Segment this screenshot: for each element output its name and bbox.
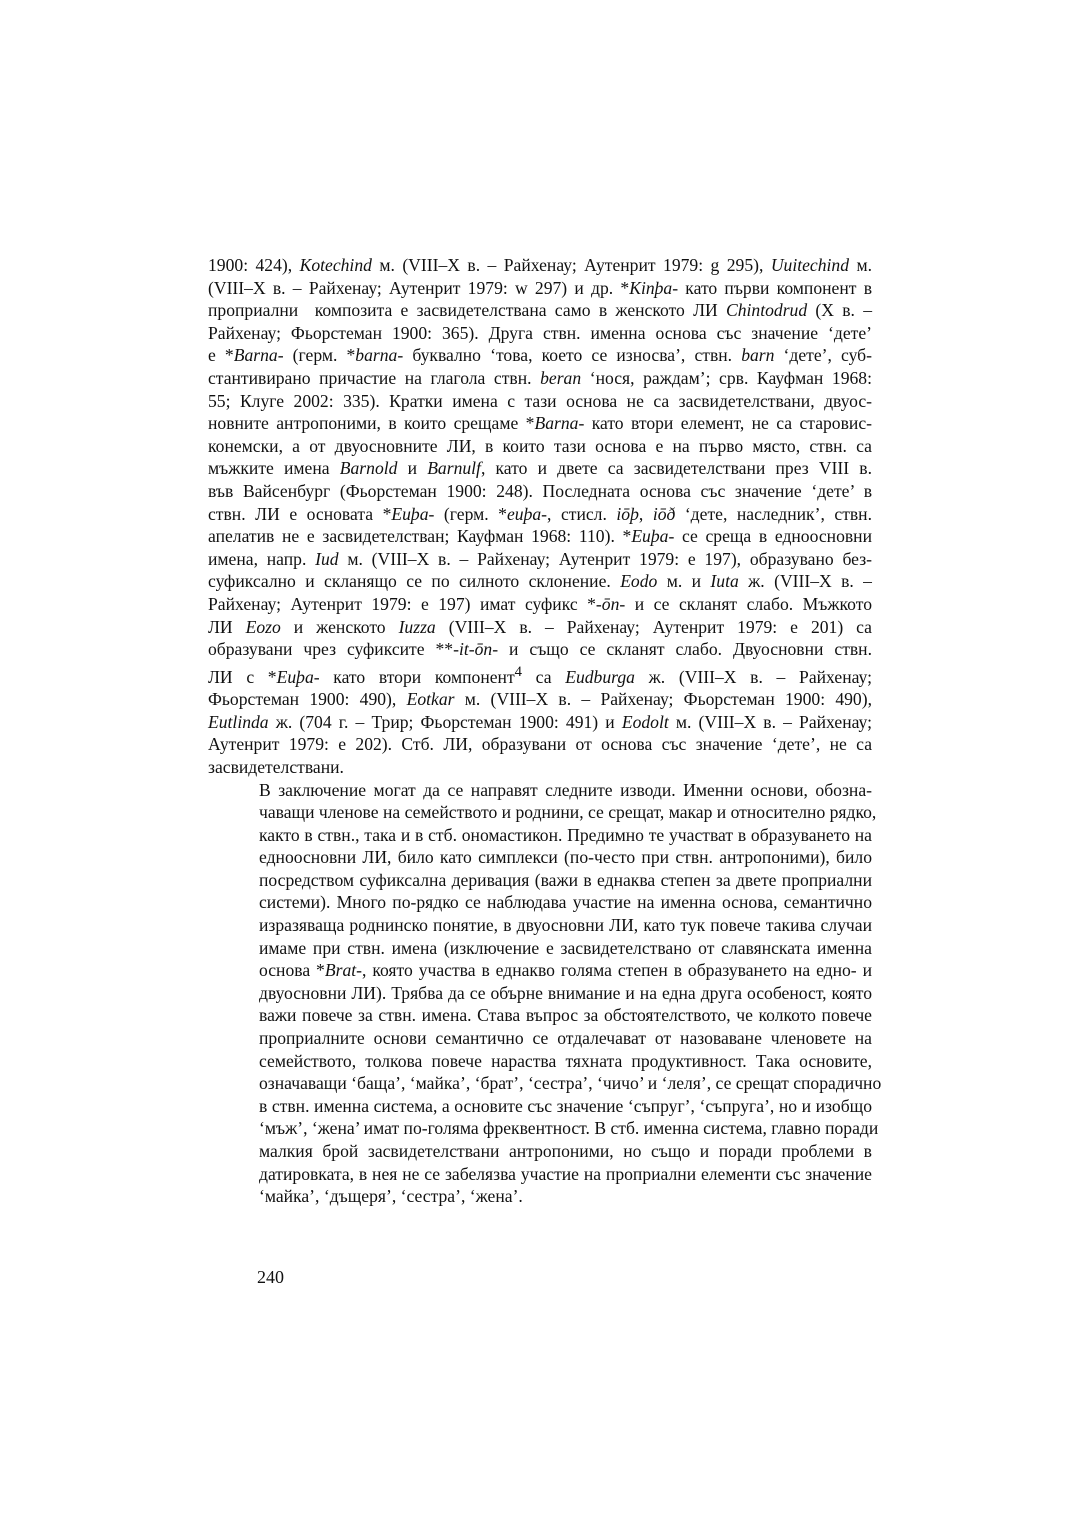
- text-line: датировката, в нея не се забелязва участие на проприални елементи със значение: [259, 1163, 872, 1184]
- text-line: двуосновни ЛИ). Трябва да се обърне внимание и на една друга особеност, която: [259, 982, 872, 1003]
- text-line: Аутенрит 1979: e 202). Стб. ЛИ, образувани от основа със значение ‘дете’, не са: [208, 734, 872, 755]
- text-line: едноосновни ЛИ, било като симплекси (по-често при ствн. антропоними), било: [259, 847, 872, 868]
- text-line: в ствн. именна система, а основите със значение ‘съпруг’, ‘съпруга’, но и изобщо: [259, 1095, 872, 1116]
- body-text: [208, 254, 882, 1208]
- text-line: ствн. ЛИ е основата *Euþa- (герм. *euþa-, стисл. iōþ, iōð ‘дете, наследник’, ствн.: [208, 503, 872, 524]
- text-line: Eutlinda ж. (704 г. – Трир; Фьорстеман 1900: 491) и Eodolt м. (VIII–X в. – Райхенау;: [208, 711, 872, 732]
- text-line: Фьорстеман 1900: 490), Eotkar м. (VIII–X в. – Райхенау; Фьорстеман 1900: 490),: [208, 689, 872, 710]
- text-line: посредством суфиксална деривация (важи в еднаква степен за двете проприални: [259, 869, 872, 890]
- text-line: във Вайсенбург (Фьорстеман 1900: 248). Последната основа със значение ‘дете’ в: [208, 480, 872, 501]
- text-line: както в ствн., така и в стб. ономастикон. Предимно те участват в образуването на: [259, 824, 872, 845]
- text-line: Райхенау; Аутенрит 1979: e 197) имат суфикс *-ōn- и се скланят слабо. Мъжкото: [208, 593, 872, 614]
- text-line: проприални композита е засвидетелствана само в женското ЛИ Chintodrud (X в. –: [208, 300, 872, 321]
- text-line: важи повече за ствн. имена. Става въпрос за обстоятелството, че колкото повече: [259, 1005, 872, 1026]
- text-line: апелатив не е засвидетелстван; Кауфман 1968: 110). *Euþa- се среща в едноосновни: [208, 526, 873, 547]
- text-line: новните антропоними, в които срещаме *Barna- като втори елемент, не са старовис-: [208, 413, 872, 434]
- paragraph: [208, 254, 872, 779]
- text-line: засвидетелствани.: [208, 756, 344, 777]
- text-line: имаме при ствн. имена (изключение е засвидетелствано от славянската именна: [259, 937, 872, 958]
- text-line: образувани чрез суфиксите **-it-ōn- и също се скланят слабо. Двуосновни ствн.: [208, 639, 872, 660]
- text-line: ЛИ Eozo и женското Iuzza (VIII–X в. – Райхенау; Аутенрит 1979: e 201) са: [208, 616, 872, 637]
- text-line: конемски, а от двуосновните ЛИ, в които тази основа е на първо място, ствн. са: [208, 435, 872, 456]
- text-line: проприалните основи семантично се отдалечават от назоваване членовете на: [259, 1028, 872, 1049]
- text-line: означаващи ‘баща’, ‘майка’, ‘брат’, ‘сестра’, ‘чичо’ и ‘леля’, се срещат спорадично: [259, 1073, 882, 1094]
- text-line: 55; Клуге 2002: 335). Кратки имена с тази основа не са засвидетелствани, двуос-: [208, 390, 872, 411]
- text-line: мъжките имена Barnold и Barnulf, като и двете са засвидетелствани през VIII в.: [208, 458, 872, 479]
- text-line: 1900: 424), Kotechind м. (VIII–X в. – Райхенау; Аутенрит 1979: g 295), Uuitechind м.: [208, 255, 872, 275]
- text-line: стантивирано причастие на глагола ствн. beran ‘нося, раждам’; срв. Кауфман 1968:: [208, 367, 872, 388]
- text-line: чаващи членове на семейството и роднини, се срещат, макар и относително рядко,: [259, 802, 877, 823]
- text-line: ‘майка’, ‘дъщеря’, ‘сестра’, ‘жена’.: [259, 1186, 523, 1207]
- text-line: изразяваща роднинско понятие, в двуосновни ЛИ, като тук повече такива случаи: [259, 915, 872, 936]
- text-line: системи). Много по-рядко се наблюдава участие на именна основа, семантично: [259, 892, 872, 913]
- text-line: имена, напр. Iud м. (VIII–X в. – Райхенау; Аутенрит 1979: e 197), образувано без-: [208, 548, 872, 569]
- text-line: ‘мъж’, ‘жена’ имат по-голяма фреквентност. В стб. именна система, главно поради: [259, 1118, 879, 1139]
- text-line: Райхенау; Фьорстеман 1900: 365). Друга ствн. именна основа със значение ‘дете’: [208, 322, 872, 343]
- text-line: основа *Brat-, която участва в еднакво голяма степен в образуването на едно- и: [259, 960, 872, 981]
- text-line: В заключение могат да се направят следните изводи. Именни основи, обозна-: [259, 779, 872, 800]
- text-line: (VIII–X в. – Райхенау; Аутенрит 1979: w 297) и др. *Kinþa- като първи компонент в: [208, 277, 872, 298]
- paragraph: [208, 779, 882, 1208]
- page-number: 240: [257, 1267, 284, 1287]
- text-line: ЛИ с *Euþa- като втори компонент$^4$ са Eudburga ж. (VIII–X в. – Райхенау;: [208, 663, 872, 687]
- text-line: малкия брой засвидетелствани антропоними, но също и поради проблеми в: [259, 1141, 872, 1162]
- text-line: семейството, толкова повече нараства тяхната продуктивност. Така основите,: [259, 1050, 872, 1071]
- text-line: е *Barna- (герм. *barna- буквално ‘това, което се износва’, ствн. barn ‘дете’, суб-: [208, 345, 872, 366]
- text-line: суфиксално и скланящо се по силното склонение. Eodo м. и Iuta ж. (VIII–X в. –: [208, 571, 872, 592]
